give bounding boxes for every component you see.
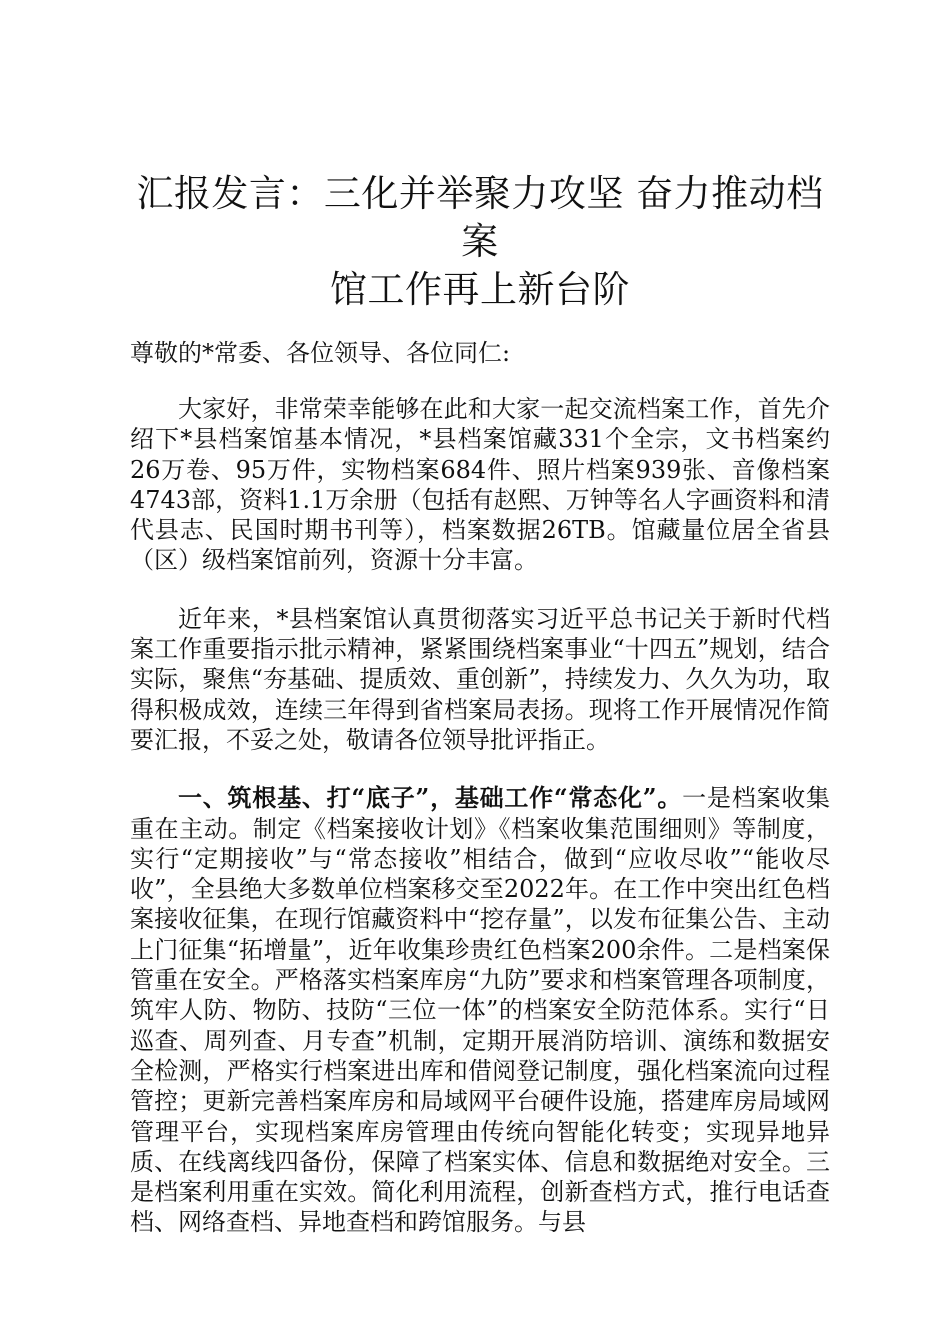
title-line-2: 馆工作再上新台阶 — [330, 268, 630, 311]
paragraph-section-one — [130, 783, 830, 1237]
document-page — [130, 170, 830, 1238]
paragraph-overview: 近年来，*县档案馆认真贯彻落实习近平总书记关于新时代档案工作重要指示批示精神，紧紧围绕档案事业“十四五”规划，结合实际，聚焦“夯基础、提质效、重创新”，持续发力、久久为功，取得积极成效，连续三年得到省档案局表扬。现将工作开展情况作简要汇报，不妥之处，敬请各位领导批评指正。 — [130, 604, 830, 754]
section-one-body: 一是档案收集重在主动。制定《档案接收计划》《档案收集范围细则》等制度，实行“定期接收”与“常态接收”相结合，做到“应收尽收”“能收尽收”，全县绝大多数单位档案移交至2022年。在工作中突出红色档案接收征集，在现行馆藏资料中“挖存量”，以发布征集公告、主动上门征集“拓增量”，近年收集珍贵红色档案200余件。二是档案保管重在安全。严格落实档案库房“九防”要求和档案管理各项制度，筑牢人防、物防、技防“三位一体”的档案安全防范体系。实行“日巡查、周列查、月专查”机制，定期开展消防培训、演练和数据安全检测，严格实行档案进出库和借阅登记制度，强化档案流向过程管控；更新完善档案库房和局域网平台硬件设施，搭建库房局域网管理平台，实现档案库房管理由传统向智能化转变；实现异地异质、在线离线四备份，保障了档案实体、信息和数据绝对安全。三是档案利用重在实效。简化利用流程，创新查档方式，推行电话查档、网络查档、异地查档和跨馆服务。与县 — [130, 784, 831, 1237]
title-line-1: 汇报发言：三化并举聚力攻坚 奋力推动档案 — [136, 172, 824, 263]
salutation: 尊敬的*常委、各位领导、各位同仁: — [130, 339, 511, 367]
section-one-heading: 一、筑根基、打“底子”，基础工作“常态化”。 — [178, 783, 683, 813]
paragraph-intro: 大家好，非常荣幸能够在此和大家一起交流档案工作，首先介绍下*县档案馆基本情况，*县档案馆藏331个全宗，文书档案约26万卷、95万件，实物档案684件、照片档案939张、音像档案4743部，资料1.1万余册（包括有赵熙、万钟等名人字画资料和清代县志、民国时期书刊等），档案数据26TB。馆藏量位居全省县（区）级档案馆前列，资源十分丰富。 — [130, 395, 830, 575]
document-title — [130, 170, 830, 314]
